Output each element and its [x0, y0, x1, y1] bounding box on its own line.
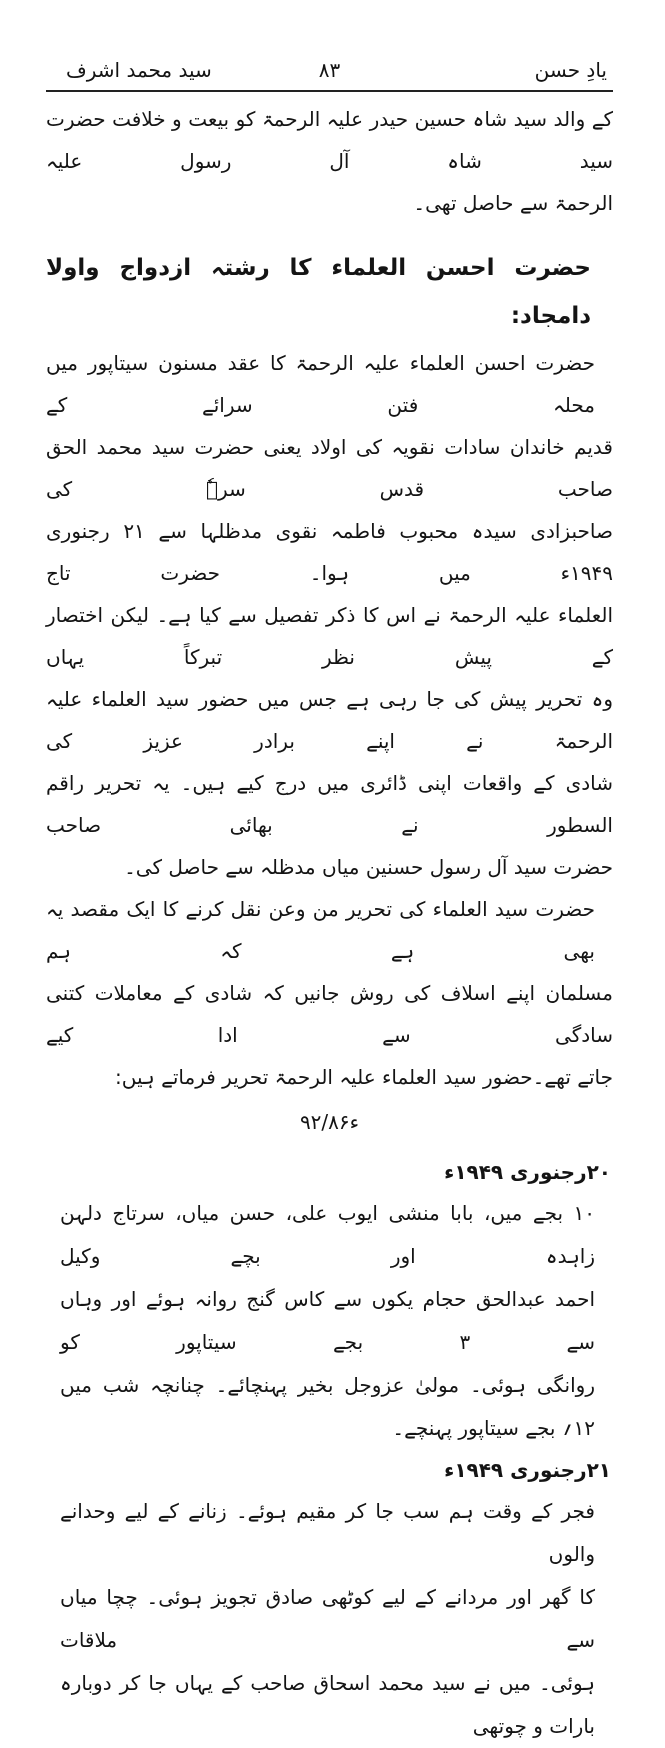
marriage-paragraph — [46, 342, 613, 888]
text-line: حضرت سید العلماء کی تحریر من وعن نقل کرنے کا ایک مقصد یہ بھی ہے کہ ہم — [46, 897, 595, 963]
purpose-paragraph — [46, 888, 613, 1098]
page-body — [46, 98, 613, 1748]
diary-entry — [46, 1192, 613, 1450]
diary-entry-text — [60, 1490, 595, 1748]
header-author: سید محمد اشرف — [66, 58, 212, 82]
text-line: وہ تحریر پیش کی جا رہی ہے جس میں حضور سید العلماء علیہ الرحمۃ نے اپنے برادر عزیز کی — [46, 687, 613, 753]
text-line: مسلمان اپنے اسلاف کی روش جانیں کہ شادی کے معاملات کتنی سادگی سے ادا کیے — [46, 981, 613, 1047]
text-line: کے والد سید شاہ حسین حیدر علیہ الرحمۃ کو بیعت و خلافت حضرت سید شاہ آل رسول علیہ — [46, 107, 613, 173]
running-header — [46, 40, 613, 92]
diary-entry-text — [60, 1192, 595, 1450]
text-line: ۱۰ بجے میں، بابا منشی ایوب علی، حسن میاں، سرتاج دلہن زاہدہ اور بچے وکیل — [60, 1201, 595, 1268]
header-book-title: یادِ حسن — [534, 58, 607, 82]
section-heading: حضرت احسن العلماء کا رشتہ ازدواج واولا دامجاد: — [46, 255, 591, 329]
text-line: شادی کے واقعات اپنی ڈائری میں درج کیے ہیں۔ یہ تحریر راقم السطور نے بھائی صاحب — [46, 771, 613, 837]
diary-reference: ۹۲/۸۶ء — [299, 1110, 360, 1134]
text-line: حضرت سید آل رسول حسنین میاں مدظلہ سے حاصل کی۔ — [124, 855, 613, 879]
book-page — [0, 40, 665, 1738]
diary-date: ۲۱رجنوری ۱۹۴۹ء — [444, 1458, 611, 1482]
text-line: قدیم خاندان سادات نقویہ کی اولاد یعنی حضرت سید محمد الحق صاحب قدس سرہٗ کی — [46, 435, 613, 501]
text-line: جاتے تھے۔حضور سید العلماء علیہ الرحمۃ تحریر فرماتے ہیں: — [115, 1065, 613, 1089]
text-line: الرحمۃ سے حاصل تھی۔ — [413, 191, 613, 215]
page-number: ۸۳ — [318, 58, 341, 82]
text-line: احمد عبدالحق حجام یکوں سے کاس گنج روانہ ہوئے اور وہاں سے ۳ بجے سیتاپور کو — [60, 1287, 595, 1354]
intro-paragraph — [46, 98, 613, 224]
text-line: فجر کے وقت ہم سب جا کر مقیم ہوئے۔ زنانے کے لیے وحدانے والوں — [60, 1499, 595, 1566]
text-line: العلماء علیہ الرحمۃ نے اس کا ذکر تفصیل سے کیا ہے۔ لیکن اختصار کے پیش نظر تبرکاً یہاں — [46, 603, 613, 669]
text-line: کا گھر اور مردانے کے لیے کوٹھی صادق تجویز ہوئی۔ چچا میاں سے ملاقات — [60, 1585, 595, 1652]
text-line: ہوئی۔ میں نے سید محمد اسحاق صاحب کے یہاں جا کر دوبارہ بارات و چوتھی — [60, 1671, 595, 1738]
text-line: حضرت احسن العلماء علیہ الرحمۃ کا عقد مسنون سیتاپور میں محلہ فتن سرائے کے — [46, 351, 595, 417]
text-line: روانگی ہوئی۔ مولیٰ عزوجل بخیر پہنچائے۔ چنانچہ شب میں ۱۲؍ بجے سیتاپور پہنچے۔ — [60, 1373, 595, 1440]
diary-entry — [46, 1490, 613, 1748]
diary-date: ۲۰رجنوری ۱۹۴۹ء — [444, 1160, 611, 1184]
text-line: صاحبزادی سیدہ محبوب فاطمہ نقوی مدظلہا سے ۲۱ رجنوری ۱۹۴۹ء میں ہوا۔ حضرت تاج — [46, 519, 613, 585]
